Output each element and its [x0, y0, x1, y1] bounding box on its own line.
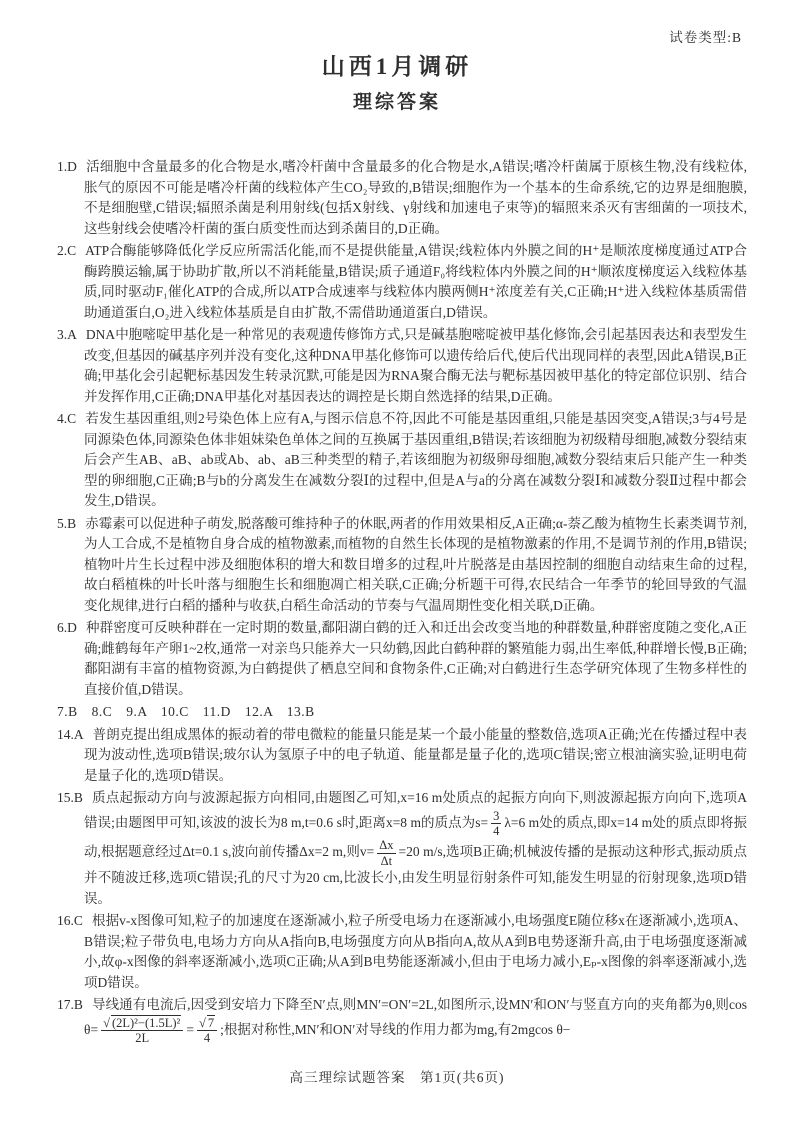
answer-item: 1.D 活细胞中含量最多的化合物是水,嗜冷杆菌中含量最多的化合物是水,A错误;嗜冷杆菌属于原核生物,没有线粒体,胀气的原因不可能是嗜冷杆菌的线粒体产生CO₂导致的,B错误;细胞作为一个基本的生命系统,它的边界是细胞膜,不是细胞壁,C错误;辐照杀菌是利用射线(包括X射线、γ射线和加速电子束等)的辐照来杀灭有害细菌的一项技术,这些射线会使嗜冷杆菌的蛋白质变性而达到杀菌目的,D正确。 [57, 159, 747, 236]
answer-item: 17.B 导线通有电流后,因受到安培力下降至N′点,则MN′=ON′=2L,如图所示,设MN′和ON′与竖直方向的夹角都为θ,则cos θ= $\frac{\text{√ (2L)²−(1.5L)²}}{2L}$ = $\frac{√ 7}{4}$ ;根据对称性,MN′和ON′对导线的作用力都为mg,有2mgcos θ− [57, 997, 747, 1045]
sqrt-radical: √ [198, 1015, 206, 1030]
page-title: 山西1月调研 [321, 54, 473, 79]
answer-item: 6.D 种群密度可反映种群在一定时期的数量,鄱阳湖白鹤的迁入和迁出会改变当地的种群数量,种群密度随之变化,A正确;雌鹤每年产卵1~2枚,通常一对亲鸟只能养大一只幼鹤,因此白鹤种群的繁殖能力弱,出生率低,种群增长慢,B正确;鄱阳湖有丰富的植物资源,为白鹤提供了栖息空间和食物条件,C正确;对白鹤进行生态学研究体现了生物多样性的直接价值,D错误。 [57, 620, 747, 697]
answer-item: 3.A DNA中胞嘧啶甲基化是一种常见的表观遗传修饰方式,只是碱基胞嘧啶被甲基化修饰,会引起基因表达和表型发生改变,但基因的碱基序列并没有变化,这种DNA甲基化修饰可以遗传给后代,使后代出现同样的表型,因此A错误,B正确;甲基化会引起靶标基因发生转录沉默,可能是因为RNA聚合酶无法与靶标基因被甲基化的特定部位识别、结合并发挥作用,C正确;DNA甲基化对基因表达的调控是长期自然选择的结果,D正确。 [57, 327, 747, 404]
fraction: $\frac{3}{4}$ [493, 808, 500, 838]
page-subtitle: 理综答案 [352, 92, 441, 113]
answer-item-number: 1.D [57, 159, 77, 174]
answer-item-number: 4.C [57, 411, 77, 426]
exam-type-label: 试卷类型:B [669, 30, 742, 45]
answer-item-number: 3.A [57, 327, 77, 342]
answer-item: 14.A 普朗克提出组成黑体的振动着的带电微粒的能量只能是某一个最小能量的整数倍,选项A正确;光在传播过程中表现为波动性,选项B错误;玻尔认为氢原子中的电子轨道、能量都是量子化的,选项C错误;密立根油滴实验,证明电荷是量子化的,选项D错误。 [57, 726, 747, 783]
answer-item: 5.B 赤霉素可以促进种子萌发,脱落酸可维持种子的休眠,两者的作用效果相反,A正确;α-萘乙酸为植物生长素类调节剂,为人工合成,不是植物自身合成的植物激素,而植物的自然生长体现的是植物激素的作用,不是调节剂的作用,B错误;植物叶片生长过程中涉及细胞体积的增大和数目增多的过程,叶片脱落是由基因控制的细胞自动结束生命的过程,故白稻植株的叶长叶落与细胞生长和细胞凋亡相关联,C正确;分析题干可得,农民结合一年季节的轮回导致的气温变化规律,进行白稻的播种与收获,白稻生命活动的节奏与气温周期性变化相关联,D正确。 [57, 515, 747, 613]
answer-item: 15.B 质点起振动方向与波源起振方向相同,由题图乙可知,x=16 m处质点的起振方向向下,则波源起振方向向下,选项A错误;由题图甲可知,该波的波长为8 m,t=0.6 s时,距离x=8 m的质点为s= $\frac{3}{4}$ λ=6 m处的质点,即x=14 m处的质点即将振动,根据题意经过Δt=0.1 s,波向前传播Δx=2 m,则v= $\frac{\Delta x}{\Delta t}$ =20 m/s,选项B正确;机械波传播的是振动这种形式,振动质点并不随波迁移,选项C错误;孔的尺寸为20 cm,比波长小,由发生明显衍射条件可知,能发生明显的衍射现象,选项D错误。 [57, 790, 747, 906]
fraction: $\frac{√ 7}{4}$ [197, 1016, 217, 1046]
fraction: $\frac{\text{√ (2L)²−(1.5L)²}}{2L}$ [101, 1016, 183, 1046]
answer-item-number: 5.B [57, 515, 77, 531]
answer-item: 16.C 根据v-x图像可知,粒子的加速度在逐渐减小,粒子所受电场力在逐渐减小,电场强度E随位移x在逐渐减小,选项A、B错误;粒子带负电,电场力方向从A指向B,电场强度方向从B指向A,故从A到B电势逐渐升高,由于电场强度逐渐减小,故φ-x图像的斜率逐渐减小,选项C正确;从A到B电势能逐渐减小,但由于电场力减小,Eₚ-x图像的斜率逐渐减小,选项D错误。 [57, 913, 747, 990]
fraction: $\frac{\Delta x}{\Delta t}$ [379, 838, 394, 868]
answer-item-number: 16.C [57, 913, 83, 928]
answer-row: 7.B 8.C 9.A 10.C 11.D 12.A 13.B [57, 704, 315, 719]
answer-item-number: 15.B [57, 790, 83, 805]
answer-item: 2.C ATP合酶能够降低化学反应所需活化能,而不是提供能量,A错误;线粒体内外膜之间的H⁺是顺浓度梯度通过ATP合酶跨膜运输,属于协助扩散,所以不消耗能量,B错误;质子通道F₀将线粒体内外膜之间的H⁺顺浓度梯度运入线粒体基质,同时驱动F₁催化ATP的合成,所以ATP合成速率与线粒体内膜两侧H⁺浓度差有关,C正确;H⁺进入线粒体基质需借助通道蛋白,O₂进入线粒体基质是自由扩散,不需借助通道蛋白,D错误。 [57, 243, 747, 320]
page-footer: 高三理综试题答案 第1页(共6页) [289, 1070, 505, 1085]
answer-item-number: 17.B [57, 997, 83, 1012]
answer-item: 4.C 若发生基因重组,则2号染色体上应有A,与图示信息不符,因此不可能是基因重组,只能是基因突变,A错误;3与4号是同源染色体,同源染色体非姐妹染色单体之间的互换属于基因重组,B错误;若该细胞为初级精母细胞,减数分裂结束后会产生AB、aB、ab或Ab、ab、aB三种类型的精子,若该细胞为初级卵母细胞,减数分裂结束后只能产生一种类型的卵细胞,C正确;B与b的分离发生在减数分裂Ⅰ的过程中,但是A与a的分离在减数分裂Ⅰ和减数分裂Ⅱ过程中都会发生,D错误。 [57, 411, 747, 508]
answer-item-number: 6.D [57, 620, 77, 635]
answer-item-number: 14.A [57, 726, 84, 742]
sqrt-radical: √ [103, 1015, 110, 1030]
answer-list [57, 157, 747, 1047]
answer-item-number: 2.C [57, 243, 77, 258]
